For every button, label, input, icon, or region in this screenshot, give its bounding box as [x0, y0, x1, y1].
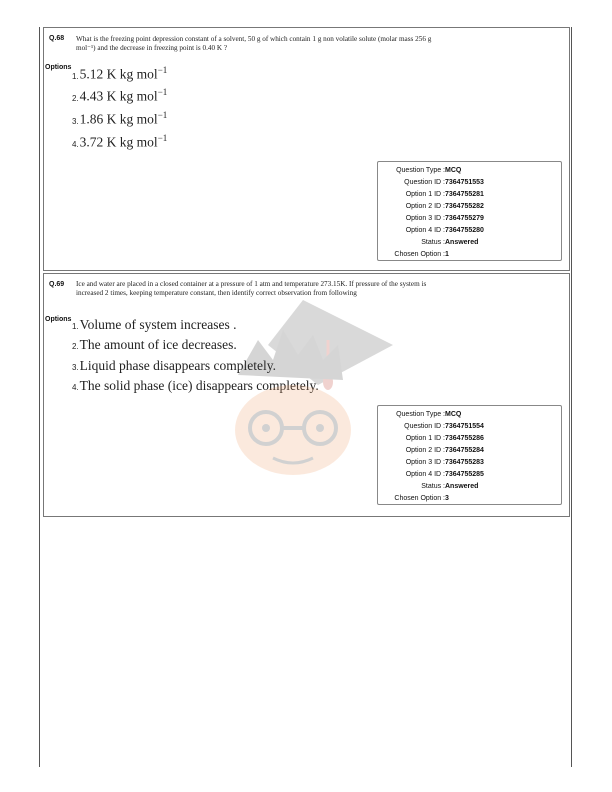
option-number: 4.	[72, 383, 79, 392]
meta-row-option3-id	[378, 459, 561, 470]
option-text: 4.43 K kg mol	[79, 88, 158, 104]
option-superscript: −1	[157, 65, 168, 75]
options-label: Options	[45, 316, 72, 323]
meta-key: Status :	[421, 239, 445, 246]
meta-row-option2-id	[378, 447, 561, 458]
meta-row-chosen-option	[378, 495, 561, 506]
meta-value: 7364755286	[445, 435, 484, 442]
option-superscript: −1	[157, 133, 168, 143]
meta-key: Question Type :	[396, 411, 445, 418]
question-card-69	[43, 273, 570, 517]
meta-row-status	[378, 239, 561, 250]
meta-value: 7364755284	[445, 447, 484, 454]
option-3[interactable]	[72, 110, 167, 128]
meta-value: 7364755283	[445, 459, 484, 466]
meta-value: 1	[445, 251, 449, 258]
meta-row-status	[378, 483, 561, 494]
option-text: 5.12 K kg mol	[79, 66, 158, 82]
meta-value: 7364755279	[445, 215, 484, 222]
meta-row-chosen-option	[378, 251, 561, 262]
meta-value: 7364751553	[445, 179, 484, 186]
meta-value: Answered	[445, 483, 479, 490]
meta-row-question-type	[378, 167, 561, 178]
meta-value: 7364751554	[445, 423, 484, 430]
question-meta-box	[377, 161, 562, 261]
meta-value: 7364755285	[445, 471, 484, 478]
meta-value: MCQ	[445, 167, 462, 174]
option-text: Liquid phase disappears completely.	[79, 358, 276, 373]
options-label: Options	[45, 64, 72, 71]
meta-row-option3-id	[378, 215, 561, 226]
meta-value: 7364755280	[445, 227, 484, 234]
option-superscript: −1	[157, 87, 168, 97]
meta-value: 3	[445, 495, 449, 502]
question-text: Ice and water are placed in a closed container at a pressure of 1 atm and temperature 273.15K. If pressure of the system is increased 2 times, keeping temperature constant, then identify correct observation from following	[76, 280, 427, 297]
option-text: 3.72 K kg mol	[79, 134, 158, 150]
option-superscript: −1	[157, 110, 168, 120]
option-number: 3.	[72, 363, 79, 372]
meta-key: Option 2 ID :	[405, 447, 445, 454]
meta-key: Question Type :	[396, 167, 445, 174]
option-4[interactable]	[72, 378, 319, 394]
option-number: 2.	[72, 93, 79, 103]
meta-row-option1-id	[378, 435, 561, 446]
meta-value: MCQ	[445, 411, 462, 418]
question-card-68	[43, 27, 570, 271]
meta-key: Option 4 ID :	[405, 227, 445, 234]
option-2[interactable]	[72, 337, 237, 353]
question-meta-box	[377, 405, 562, 505]
question-number: Q.68	[49, 35, 65, 42]
meta-value: 7364755281	[445, 191, 484, 198]
option-1[interactable]	[72, 317, 237, 333]
meta-row-question-id	[378, 179, 561, 190]
meta-value: Answered	[445, 239, 479, 246]
question-text: What is the freezing point depression constant of a solvent, 50 g of which contain 1 g non volatile solute (molar mass 256 g mol⁻¹) and the decrease in freezing point is 0.40 K ?	[76, 35, 432, 52]
meta-row-question-id	[378, 423, 561, 434]
meta-key: Question ID :	[404, 179, 445, 186]
meta-key: Question ID :	[404, 423, 445, 430]
option-2[interactable]	[72, 87, 167, 105]
option-4[interactable]	[72, 133, 167, 151]
option-number: 1.	[72, 71, 79, 81]
option-number: 3.	[72, 116, 79, 126]
meta-value: 7364755282	[445, 203, 484, 210]
meta-key: Status :	[421, 483, 445, 490]
meta-key: Option 1 ID :	[405, 435, 445, 442]
option-number: 4.	[72, 139, 79, 149]
meta-row-question-type	[378, 411, 561, 422]
meta-key: Option 3 ID :	[405, 459, 445, 466]
meta-row-option4-id	[378, 471, 561, 482]
meta-key: Option 3 ID :	[405, 215, 445, 222]
meta-key: Option 2 ID :	[405, 203, 445, 210]
option-text: The amount of ice decreases.	[79, 337, 237, 352]
meta-key: Option 1 ID :	[405, 191, 445, 198]
meta-key: Chosen Option :	[394, 495, 445, 502]
option-number: 2.	[72, 342, 79, 351]
option-text: The solid phase (ice) disappears completely.	[79, 378, 319, 393]
meta-row-option4-id	[378, 227, 561, 238]
meta-row-option2-id	[378, 203, 561, 214]
meta-key: Chosen Option :	[394, 251, 445, 258]
question-number: Q.69	[49, 281, 65, 288]
option-3[interactable]	[72, 358, 276, 374]
option-text: 1.86 K kg mol	[79, 111, 158, 127]
option-number: 1.	[72, 322, 79, 331]
meta-row-option1-id	[378, 191, 561, 202]
option-text: Volume of system increases .	[79, 317, 237, 332]
option-1[interactable]	[72, 65, 167, 83]
meta-key: Option 4 ID :	[405, 471, 445, 478]
